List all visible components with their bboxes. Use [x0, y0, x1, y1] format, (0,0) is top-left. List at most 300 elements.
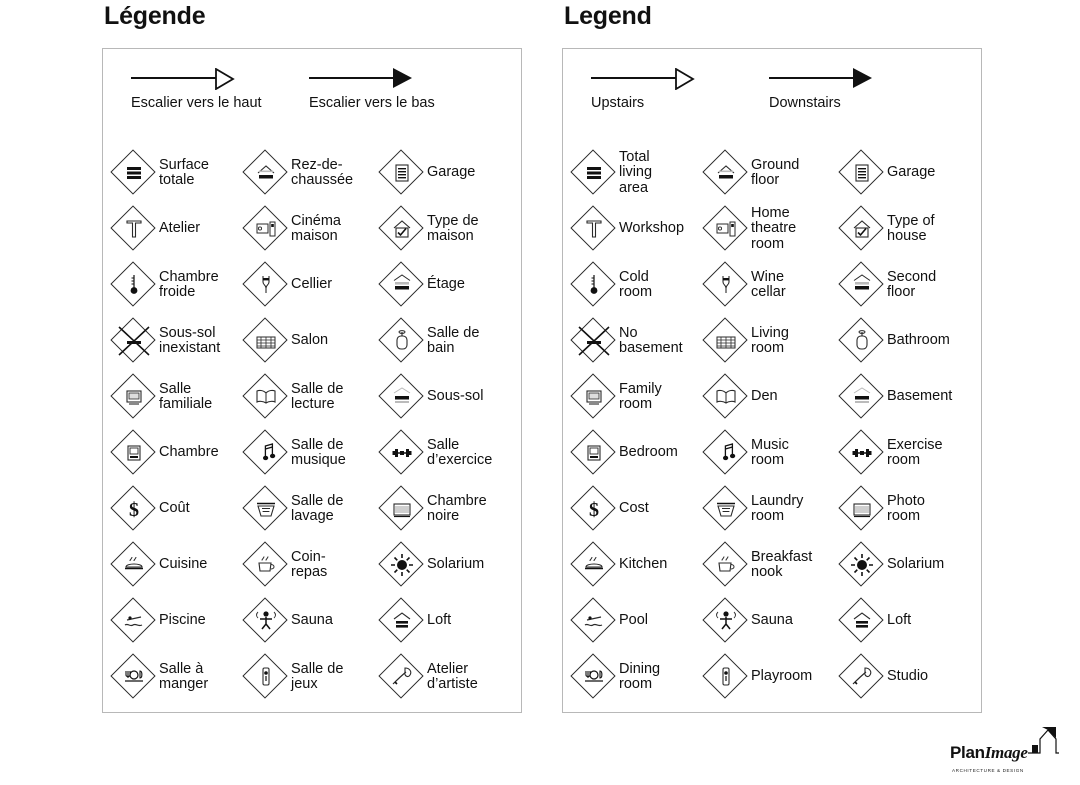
- legend-item: [839, 481, 925, 537]
- legend-item-label: [291, 333, 328, 349]
- legend-item-label: [751, 326, 789, 357]
- photo-room-icon: [379, 486, 425, 532]
- dining-room-icon: [111, 654, 157, 700]
- legend-item-label-line: Den: [751, 388, 778, 405]
- legend-item: [243, 481, 343, 537]
- logo-mark-icon: [1026, 725, 1060, 755]
- family-room-icon: [571, 374, 617, 420]
- legend-item: [571, 537, 667, 593]
- legend-item-label-line: Solarium: [427, 556, 485, 573]
- legend-item-label: [887, 270, 936, 301]
- legend-item: [703, 593, 793, 649]
- legend-item-label-line: Atelier: [427, 660, 469, 677]
- arrow-open-icon: [591, 65, 701, 91]
- legend-item-label-line: Photo: [887, 492, 925, 509]
- logo-word-image: Image: [984, 743, 1028, 762]
- legend-item: [243, 145, 353, 201]
- legend-item: [571, 649, 660, 705]
- ground-floor-icon: [703, 150, 749, 196]
- legend-item: [703, 481, 803, 537]
- legend-item: [379, 593, 451, 649]
- legend-item-label-line: room: [751, 340, 785, 356]
- total-living-area-icon: [111, 150, 157, 196]
- legend-item: [111, 425, 219, 481]
- legend-item-label: [619, 150, 652, 197]
- legend-item-label-line: Salle de: [291, 660, 344, 677]
- legend-item-label-line: Cost: [619, 500, 649, 517]
- loft-icon: [839, 598, 885, 644]
- dining-room-icon: [571, 654, 617, 700]
- legend-item-label-line: Salle de: [291, 380, 344, 397]
- legend-item-label-line: room: [619, 284, 653, 300]
- legend-item-label-line: bain: [427, 340, 455, 356]
- legend-item-label: [427, 662, 478, 693]
- legend-item: [703, 649, 812, 705]
- legend-item-label-line: area: [619, 179, 649, 196]
- legend-item-label-line: totale: [159, 172, 195, 188]
- legend-item: [243, 425, 346, 481]
- legend-item-label: [427, 326, 479, 357]
- ground-floor-icon: [243, 150, 289, 196]
- legend-item-label: [159, 270, 219, 301]
- legend-item-label-line: room: [619, 396, 653, 412]
- legend-item: [379, 257, 465, 313]
- legend-item: [571, 593, 648, 649]
- legend-item-label: [887, 214, 935, 245]
- exercise-room-icon: [379, 430, 425, 476]
- pool-icon: [571, 598, 617, 644]
- legend-item-label-line: froide: [159, 284, 196, 300]
- legend-item-label: [427, 613, 451, 629]
- legend-item: [571, 481, 649, 537]
- legend-item-label: [887, 165, 935, 181]
- legend-item: [379, 201, 479, 257]
- playroom-icon: [703, 654, 749, 700]
- den-icon: [703, 374, 749, 420]
- legend-item-label-line: nook: [751, 564, 783, 580]
- basement-icon: [379, 374, 425, 420]
- total-living-area-icon: [571, 150, 617, 196]
- legend-item-label-line: Sauna: [751, 612, 793, 629]
- home-theatre-icon: [703, 206, 749, 252]
- legend-item-label: [619, 662, 660, 693]
- upstairs-arrow-item: [591, 65, 701, 111]
- legend-item-label: [887, 389, 952, 405]
- legend-item-label-line: Salon: [291, 332, 329, 349]
- legend-item-label-line: cellar: [751, 284, 786, 300]
- legend-item: [111, 593, 206, 649]
- svg-text:$: $: [589, 499, 599, 521]
- legend-item: [571, 201, 684, 257]
- cost-icon: [571, 486, 617, 532]
- legend-item-label-line: Solarium: [887, 556, 945, 573]
- legend-item-label-line: Salle de: [427, 324, 480, 341]
- legend-item-label: [159, 501, 190, 517]
- garage-icon: [379, 150, 425, 196]
- legend-item-label: [159, 613, 206, 629]
- legend-item-label: [427, 277, 465, 293]
- legend-item-label-line: Coût: [159, 500, 190, 517]
- legend-item-label-line: basement: [619, 340, 683, 356]
- no-basement-icon: [571, 318, 617, 364]
- arrow-open-icon: [131, 65, 241, 91]
- legend-item-label: [427, 438, 492, 469]
- upstairs-arrow-item: [131, 65, 262, 111]
- legend-item-label-line: Coin-: [291, 548, 326, 565]
- legend-item-label-line: lavage: [291, 508, 334, 524]
- legend-item-label-line: Studio: [887, 668, 929, 685]
- legend-item-label-line: Chambre: [159, 268, 219, 285]
- legend-item-label-line: Second: [887, 268, 937, 285]
- legend-item-label-line: Cinéma: [291, 212, 341, 229]
- den-icon: [243, 374, 289, 420]
- legend-item: [379, 537, 484, 593]
- legend-item-label: [291, 662, 343, 693]
- legend-item: [839, 201, 935, 257]
- arrow-solid-icon: [309, 65, 419, 91]
- basement-icon: [839, 374, 885, 420]
- legend-item: [703, 537, 812, 593]
- arrow-label: Escalier vers le haut: [131, 95, 262, 111]
- legend-item-label-line: repas: [291, 564, 328, 580]
- legend-item-label-line: Type of: [887, 212, 935, 229]
- photo-room-icon: [839, 486, 885, 532]
- legend-item: [703, 369, 778, 425]
- planimage-logo: [950, 725, 1066, 773]
- legend-item-label-line: Type de: [427, 212, 479, 229]
- legend-item: [379, 425, 492, 481]
- legend-item-label: [427, 557, 484, 573]
- legend-item-label-line: Pool: [619, 612, 649, 629]
- legend-item-label-line: Salle à: [159, 660, 204, 677]
- legend-item-label: [291, 158, 353, 189]
- second-floor-icon: [379, 262, 425, 308]
- legend-item-label-line: Bathroom: [887, 332, 950, 349]
- breakfast-nook-icon: [703, 542, 749, 588]
- legend-item: [571, 369, 662, 425]
- legend-item: [111, 257, 219, 313]
- legend-item-label-line: Breakfast: [751, 548, 813, 565]
- legend-item-label-line: room: [751, 235, 785, 252]
- legend-item: [703, 313, 789, 369]
- legend-item-label: [427, 389, 483, 405]
- legend-item-label-line: Sous-sol: [159, 324, 216, 341]
- legend-item-label-line: Rez-de-: [291, 156, 343, 173]
- legend-item-label-line: Sous-sol: [427, 388, 484, 405]
- studio-icon: [839, 654, 885, 700]
- legend-item: [571, 425, 678, 481]
- legend-item-label-line: Étage: [427, 276, 465, 293]
- legend-item-label-line: manger: [159, 676, 209, 692]
- legend-item: [379, 145, 475, 201]
- legend-item-label: [619, 445, 678, 461]
- legend-item-label: [291, 494, 343, 525]
- legend-item-label: [291, 277, 332, 293]
- no-basement-icon: [111, 318, 157, 364]
- kitchen-icon: [111, 542, 157, 588]
- type-of-house-icon: [839, 206, 885, 252]
- legend-item-label: [427, 214, 479, 245]
- arrow-solid-icon: [769, 65, 879, 91]
- legend-item-label-line: Salle: [159, 380, 192, 397]
- cold-room-icon: [111, 262, 157, 308]
- legend-item-label: [159, 445, 219, 461]
- legend-item-label-line: house: [887, 228, 927, 244]
- svg-text:$: $: [129, 499, 139, 521]
- legend-item-label-line: Garage: [887, 164, 936, 181]
- legend-item-label: [619, 557, 667, 573]
- legend-item-label-line: musique: [291, 452, 346, 468]
- legend-item-label-line: Basement: [887, 388, 953, 405]
- legend-item-label-line: Workshop: [619, 220, 685, 237]
- legend-item-label-line: familiale: [159, 396, 213, 412]
- legend-item-label-line: Salle de: [291, 436, 344, 453]
- legend-item-label-line: Bedroom: [619, 444, 678, 461]
- legend-item-label-line: Sauna: [291, 612, 333, 629]
- second-floor-icon: [839, 262, 885, 308]
- legend-item: [703, 425, 789, 481]
- arrow-label: Upstairs: [591, 95, 645, 111]
- legend-item-label-line: living: [619, 164, 653, 181]
- living-room-icon: [703, 318, 749, 364]
- legend-item: [111, 145, 209, 201]
- wine-cellar-icon: [703, 262, 749, 308]
- legend-item-label: [159, 221, 200, 237]
- legend-item-label-line: maison: [427, 228, 474, 244]
- legend-item-label-line: Dining: [619, 660, 661, 677]
- legend-item-label-line: maison: [291, 228, 338, 244]
- legend-item-label-line: Laundry: [751, 492, 804, 509]
- legend-item-label: [159, 382, 212, 413]
- legend-item-label: [291, 438, 346, 469]
- legend-item-label: [887, 613, 911, 629]
- exercise-room-icon: [839, 430, 885, 476]
- bedroom-icon: [111, 430, 157, 476]
- logo-tagline: ARCHITECTURE & DESIGN: [952, 768, 1024, 773]
- legend-item: [839, 313, 950, 369]
- legend-item: [379, 649, 478, 705]
- legend-item-label: [159, 662, 208, 693]
- legend-item-label: [887, 669, 928, 685]
- arrow-label: Escalier vers le bas: [309, 95, 435, 111]
- legend-item-label: [751, 206, 796, 253]
- legend-item-label-line: Ground: [751, 156, 800, 173]
- legend-item-label-line: d’exercice: [427, 452, 493, 468]
- legend-item-label: [619, 613, 648, 629]
- loft-icon: [379, 598, 425, 644]
- breakfast-nook-icon: [243, 542, 289, 588]
- home-theatre-icon: [243, 206, 289, 252]
- legend-item-label: [291, 382, 343, 413]
- sauna-icon: [703, 598, 749, 644]
- legend-item-label-line: lecture: [291, 396, 335, 412]
- legend-item: [839, 425, 943, 481]
- legend-item-label-line: chaussée: [291, 172, 354, 188]
- legend-item: [379, 481, 487, 537]
- workshop-icon: [571, 206, 617, 252]
- legend-item-label: [427, 494, 487, 525]
- logo-word-plan: Plan: [950, 743, 985, 762]
- legend-item-label-line: floor: [887, 284, 916, 300]
- stairs-arrow-row: [103, 65, 521, 137]
- legend-item-label: [159, 158, 209, 189]
- legend-item-label-line: Playroom: [751, 668, 813, 685]
- legend-item-label-line: Loft: [427, 612, 452, 629]
- legend-item-label-line: Garage: [427, 164, 476, 181]
- legend-item: [571, 145, 652, 201]
- kitchen-icon: [571, 542, 617, 588]
- downstairs-arrow-item: [769, 65, 879, 111]
- solarium-icon: [839, 542, 885, 588]
- legend-item: [243, 201, 341, 257]
- legend-item-label: [427, 165, 475, 181]
- stairs-arrow-row: [563, 65, 981, 137]
- legend-item-label-line: noire: [427, 508, 460, 524]
- legend-item-label-line: theatre: [751, 220, 797, 237]
- legend-item-label: [751, 613, 793, 629]
- page-title-en: Legend: [564, 2, 652, 30]
- legend-item-label: [159, 557, 207, 573]
- legend-item: [111, 313, 220, 369]
- legend-panel-english: [562, 48, 982, 713]
- legend-item-label-line: Atelier: [159, 220, 201, 237]
- sauna-icon: [243, 598, 289, 644]
- legend-item-label: [619, 221, 684, 237]
- legend-item: [243, 537, 327, 593]
- legend-item: [839, 369, 952, 425]
- music-room-icon: [243, 430, 289, 476]
- legend-item-label-line: room: [751, 452, 785, 468]
- legend-item-label: [751, 669, 812, 685]
- legend-item-label: [619, 501, 649, 517]
- legend-item-label-line: Family: [619, 380, 662, 397]
- legend-item: [839, 537, 944, 593]
- legend-item-label: [619, 270, 652, 301]
- legend-item-label-line: Kitchen: [619, 556, 668, 573]
- bathroom-icon: [839, 318, 885, 364]
- legend-item-label-line: Exercise: [887, 436, 943, 453]
- downstairs-arrow-item: [309, 65, 435, 111]
- legend-item-label-line: Music: [751, 436, 789, 453]
- legend-item: [839, 257, 936, 313]
- legend-item-label: [751, 158, 799, 189]
- legend-item-label: [887, 333, 950, 349]
- legend-item-label-line: Salle de: [291, 492, 344, 509]
- cold-room-icon: [571, 262, 617, 308]
- legend-item: [111, 369, 212, 425]
- legend-item: [111, 649, 208, 705]
- legend-item: [571, 313, 683, 369]
- type-of-house-icon: [379, 206, 425, 252]
- legend-item-label-line: room: [887, 452, 921, 468]
- legend-item-label-line: Home: [751, 204, 790, 221]
- garage-icon: [839, 150, 885, 196]
- workshop-icon: [111, 206, 157, 252]
- legend-item: [243, 257, 332, 313]
- solarium-icon: [379, 542, 425, 588]
- legend-item: [111, 481, 190, 537]
- arrow-label: Downstairs: [769, 95, 841, 111]
- bathroom-icon: [379, 318, 425, 364]
- legend-item-label-line: Chambre: [159, 444, 219, 461]
- legend-item: [703, 145, 799, 201]
- laundry-room-icon: [703, 486, 749, 532]
- legend-item-label: [291, 214, 341, 245]
- legend-item-label: [887, 438, 943, 469]
- legend-item-label-line: Cuisine: [159, 556, 208, 573]
- legend-item-label-line: jeux: [291, 676, 318, 692]
- legend-item-label-line: Chambre: [427, 492, 487, 509]
- legend-item-label-line: Cold: [619, 268, 649, 285]
- legend-item: [839, 593, 911, 649]
- legend-item: [379, 313, 479, 369]
- legend-item-label-line: Wine: [751, 268, 785, 285]
- wine-cellar-icon: [243, 262, 289, 308]
- legend-item-label: [751, 389, 778, 405]
- living-room-icon: [243, 318, 289, 364]
- legend-item: [839, 145, 935, 201]
- cost-icon: [111, 486, 157, 532]
- legend-item-label-line: floor: [751, 172, 780, 188]
- legend-item: [243, 649, 343, 705]
- page-title-fr: Légende: [104, 2, 206, 30]
- legend-item-label-line: Loft: [887, 612, 912, 629]
- legend-item-label: [619, 326, 683, 357]
- legend-item-label-line: Cellier: [291, 276, 333, 293]
- legend-item-label: [751, 550, 812, 581]
- legend-item: [839, 649, 928, 705]
- legend-item-label: [751, 270, 786, 301]
- legend-item-label-line: d’artiste: [427, 676, 478, 692]
- legend-item-label-line: Piscine: [159, 612, 206, 629]
- legend-item-label: [751, 438, 789, 469]
- legend-item: [243, 313, 328, 369]
- legend-item-label: [619, 382, 662, 413]
- legend-item-label-line: room: [887, 508, 921, 524]
- legend-item-label-line: Total: [619, 148, 650, 165]
- legend-item-label-line: Surface: [159, 156, 209, 173]
- legend-item-label-line: room: [619, 676, 653, 692]
- legend-item-label: [159, 326, 220, 357]
- legend-item-label-line: No: [619, 324, 638, 341]
- legend-item-label: [291, 550, 327, 581]
- legend-item: [111, 537, 207, 593]
- family-room-icon: [111, 374, 157, 420]
- logo-wordmark: [950, 743, 1028, 763]
- legend-item: [379, 369, 483, 425]
- bedroom-icon: [571, 430, 617, 476]
- pool-icon: [111, 598, 157, 644]
- legend-item: [703, 257, 786, 313]
- legend-item: [243, 593, 333, 649]
- legend-panel-french: [102, 48, 522, 713]
- legend-item-label: [291, 613, 333, 629]
- legend-item: [703, 201, 796, 257]
- legend-item-label: [887, 494, 925, 525]
- playroom-icon: [243, 654, 289, 700]
- legend-item-label-line: Salle: [427, 436, 460, 453]
- legend-item-label: [751, 494, 803, 525]
- legend-item-label: [887, 557, 944, 573]
- legend-item: [571, 257, 652, 313]
- legend-item-label-line: room: [751, 508, 785, 524]
- studio-icon: [379, 654, 425, 700]
- laundry-room-icon: [243, 486, 289, 532]
- legend-item: [111, 201, 200, 257]
- legend-item-label-line: Living: [751, 324, 789, 341]
- legend-item-label-line: inexistant: [159, 340, 221, 356]
- music-room-icon: [703, 430, 749, 476]
